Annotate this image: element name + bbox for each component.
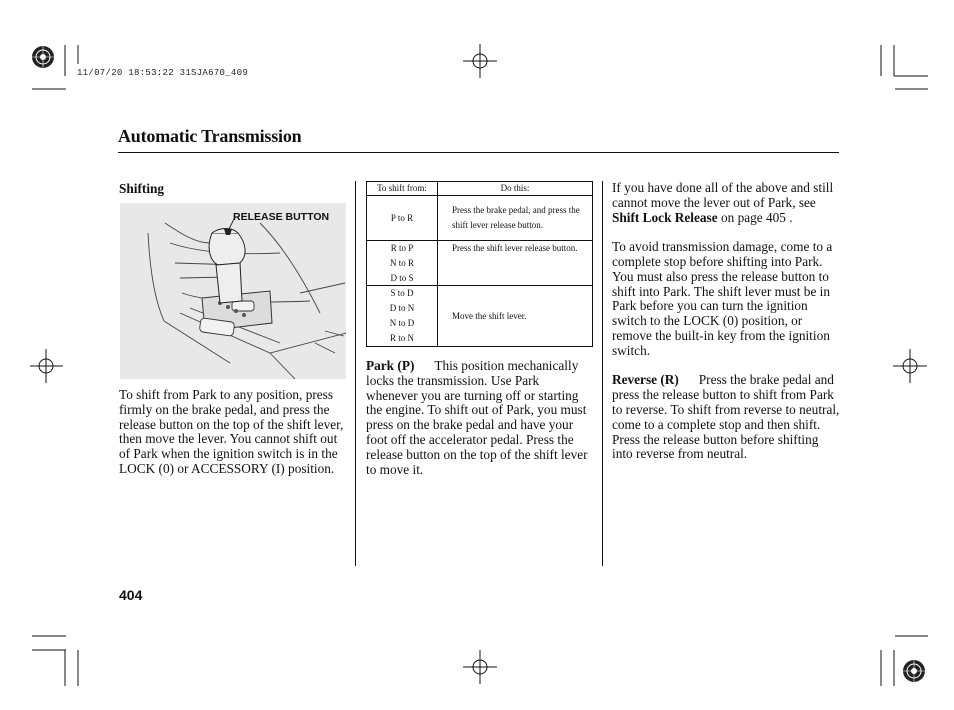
title-rule [118,152,839,153]
table-row [367,286,593,346]
table-header-from: To shift from: [367,182,438,196]
print-job-stamp: 11/07/20 18:53:22 31SJA670_409 [77,68,249,78]
shift-lever-illustration [120,203,346,379]
shifting-intro-paragraph: To shift from Park to any position, press firmly on the brake pedal, and press the release button on the top of the shift lever, then move the lever. You cannot shift out of Park when the ignition switch is in the LOCK (0) or ACCESSORY (I) position. [119,387,344,476]
starburst-mark-bottom-right [903,660,925,682]
shift-from-value: D to N [389,303,415,314]
starburst-mark-top-left [32,46,54,68]
shift-from-value: N to D [389,317,415,328]
shift-procedure-table [366,181,593,347]
table-header-row [367,182,593,196]
page-number: 404 [119,587,143,603]
column-divider-right [602,181,603,566]
shift-from-value: P to R [390,212,414,223]
shift-lock-release-reference: Shift Lock Release [612,209,718,225]
column-divider-left [355,181,356,566]
registration-mark-right [893,349,927,383]
park-paragraph [366,359,592,477]
table-header-do: Do this: [438,182,593,196]
shift-from-value: N to R [389,257,414,268]
shift-instruction: Press the brake pedal, and press the shift lever release button. [438,196,593,241]
shift-lever-drawing [120,203,346,379]
release-button-callout: RELEASE BUTTON [233,211,330,223]
shift-instruction: Press the shift lever release button. [438,241,593,286]
column-three [612,181,840,462]
table-row [367,241,593,286]
shift-from-value: R to P [390,243,414,253]
transmission-damage-paragraph: To avoid transmission damage, come to a complete stop before shifting into Park. You must also press the release button to shift into Park. The shift lever must be in Park before you can turn the ignition switch to the LOCK (0) position, or remove the built-in key from the ignition switch. [612,239,833,358]
reverse-paragraph [612,373,840,462]
shift-instruction: Move the shift lever. [438,286,593,346]
table-row [367,196,593,241]
page-title: Automatic Transmission [118,126,302,146]
shift-lock-paragraph: If you have done all of the above and still cannot move the lever out of Park, see Shift Lock Release on page 405 . [612,180,834,225]
park-text: This position mechanically locks the transmission. Use Park whenever you are turning off or starting the engine. To shift out of Park, you must press on the brake pedal and have your foot off the accelerator pedal. Press the release button on the top of the shift lever to move it. [366,358,588,477]
shift-from-value: R to N [389,332,414,343]
section-heading-shifting: Shifting [119,181,165,196]
registration-mark-bottom [463,650,497,684]
park-label: Park (P) [366,358,415,373]
registration-mark-left [30,349,63,383]
registration-mark-top [463,44,497,78]
shift-from-value: S to D [390,288,414,299]
reverse-label: Reverse (R) [612,372,679,388]
reverse-text: Press the brake pedal and press the release button to shift from Park to reverse. To shift from reverse to neutral, come to a complete stop and then shift. Press the release button before shifting into reverse from neutral. [612,372,840,462]
shift-from-value: D to S [390,272,414,283]
